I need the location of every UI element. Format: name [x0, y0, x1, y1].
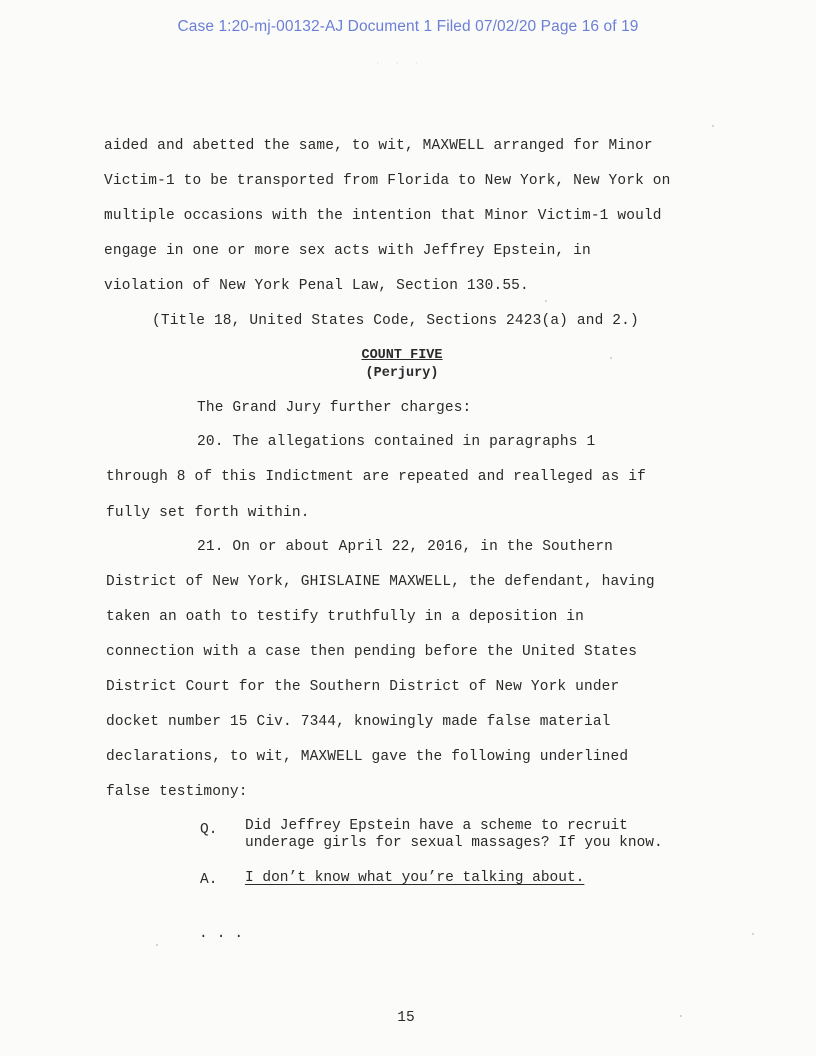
question-label: Q. — [200, 822, 218, 838]
page-number: 15 — [397, 1010, 415, 1026]
case-header-stamp: Case 1:20-mj-00132-AJ Document 1 Filed 07/02/20 Page 16 of 19 — [177, 18, 639, 35]
body-line: engage in one or more sex acts with Jeffrey Epstein, in — [104, 243, 591, 259]
body-line: through 8 of this Indictment are repeated and realleged as if — [106, 469, 646, 485]
answer-label: A. — [200, 872, 218, 888]
body-line: false testimony: — [106, 784, 248, 800]
answer-text: I don’t know what you’re talking about. — [245, 870, 585, 886]
body-line: fully set forth within. — [106, 505, 310, 521]
paragraph-21-start: 21. On or about April 22, 2016, in the Southern — [197, 539, 614, 555]
body-line: docket number 15 Civ. 7344, knowingly made false material — [106, 714, 611, 730]
scan-speck — [680, 1015, 682, 1017]
body-line: District of New York, GHISLAINE MAXWELL, the defendant, having — [106, 574, 655, 590]
scan-speck — [752, 933, 754, 935]
body-line: aided and abetted the same, to wit, MAXWELL arranged for Minor — [104, 138, 653, 154]
paragraph-20-start: 20. The allegations contained in paragraphs 1 — [197, 434, 596, 450]
body-line: taken an oath to testify truthfully in a deposition in — [106, 609, 584, 625]
scan-speck — [712, 125, 714, 127]
body-line: declarations, to wit, MAXWELL gave the following underlined — [106, 749, 629, 765]
count-subtitle: (Perjury) — [365, 366, 439, 381]
ellipsis: . . . — [199, 926, 244, 942]
statute-citation: (Title 18, United States Code, Sections 2423(a) and 2.) — [152, 313, 639, 329]
scan-artifact: · · · — [376, 60, 425, 67]
body-line: multiple occasions with the intention that Minor Victim-1 would — [104, 208, 662, 224]
body-line: connection with a case then pending before the United States — [106, 644, 638, 660]
count-title — [0, 348, 804, 363]
body-line: Victim-1 to be transported from Florida to New York, New York on — [104, 173, 671, 189]
question-line-2: underage girls for sexual massages? If you know. — [245, 835, 663, 851]
scan-speck — [610, 357, 612, 359]
scan-speck — [156, 944, 158, 946]
body-line: violation of New York Penal Law, Section 130.55. — [104, 278, 529, 294]
count-title-text: COUNT FIVE — [361, 348, 443, 363]
body-line: The Grand Jury further charges: — [197, 400, 472, 416]
scan-speck — [545, 300, 547, 302]
question-line-1: Did Jeffrey Epstein have a scheme to recruit — [245, 818, 628, 834]
body-line: District Court for the Southern District of New York under — [106, 679, 620, 695]
